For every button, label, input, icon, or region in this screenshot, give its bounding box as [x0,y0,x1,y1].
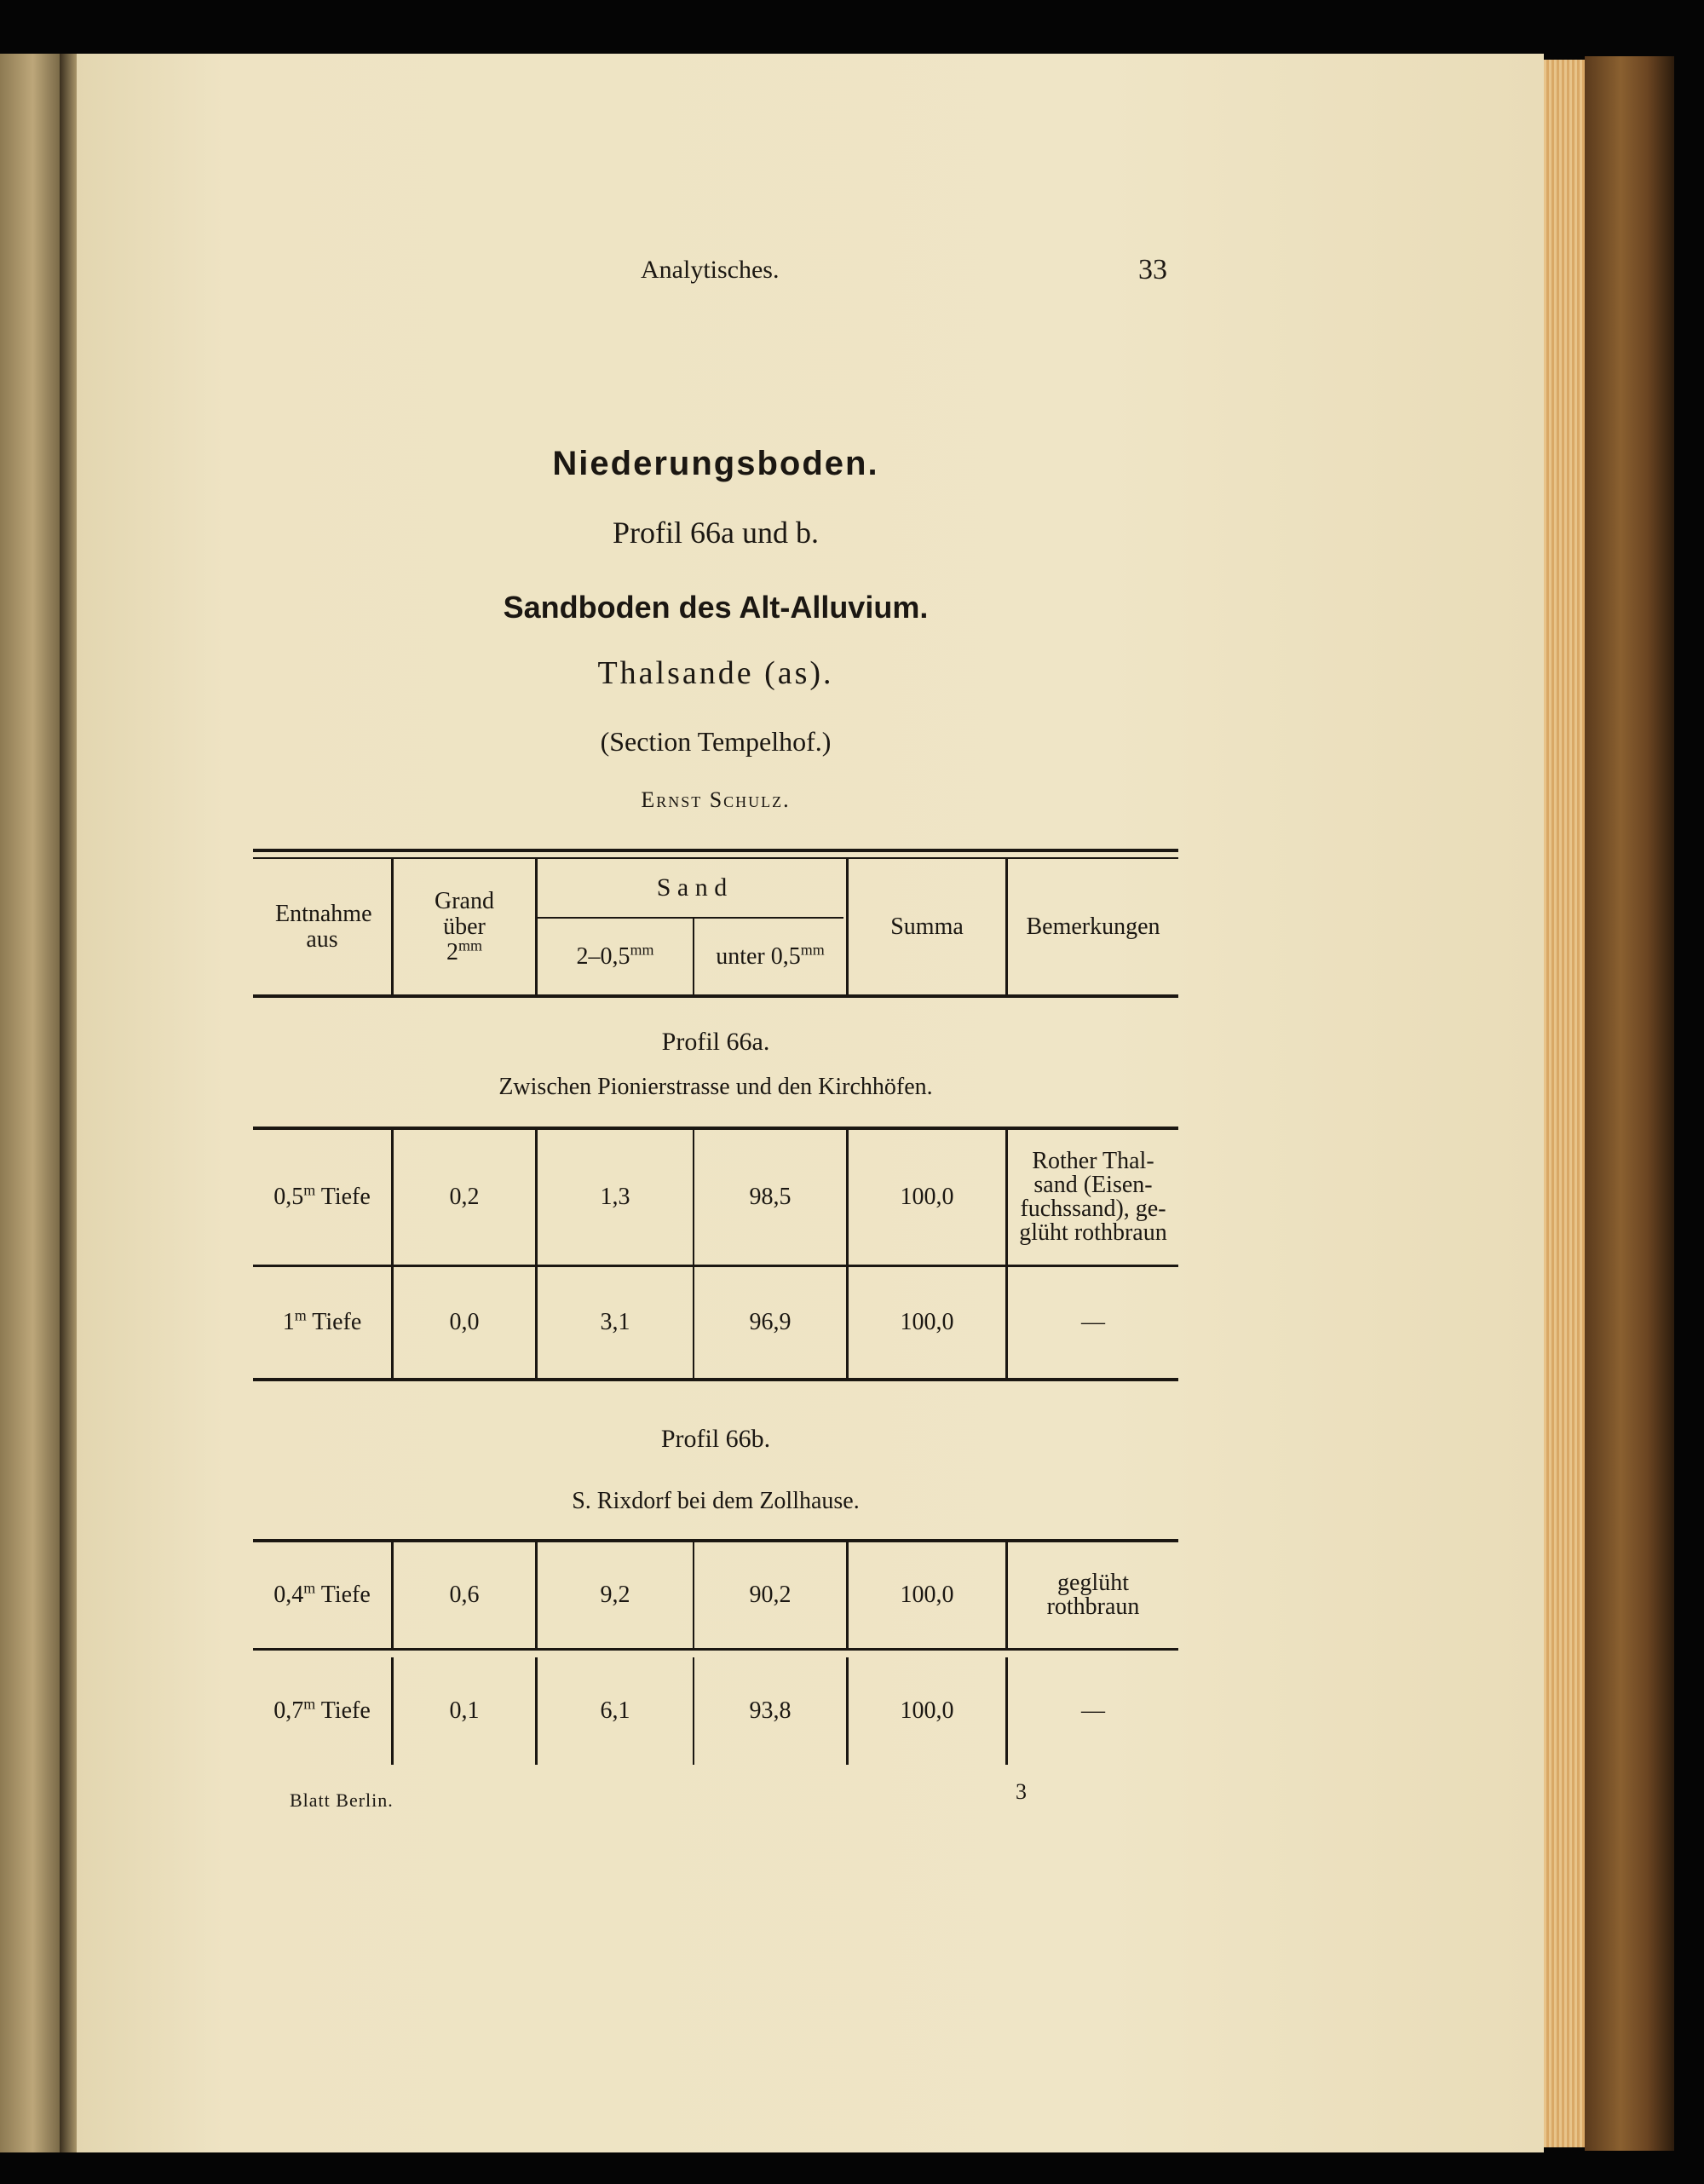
cell-sand-coarse: 9,2 [600,1582,630,1608]
cell-sand-coarse: 3,1 [600,1309,630,1335]
book-page [77,54,1544,2152]
body-vline [693,1657,694,1765]
table-top-rule [253,849,1178,852]
body-vline [535,1130,538,1378]
cell-grand: 0,0 [449,1309,480,1335]
sheet-name: Blatt Berlin. [290,1789,394,1811]
table-row-depth: 0,7$^m$ Tiefe [273,1695,371,1724]
col-header-grand: Grand über $2^{mm}$ [435,888,494,965]
running-title: Analytisches. [641,256,780,284]
table-row-depth: 0,5$^m$ Tiefe [273,1181,371,1210]
soil-type-title: Sandboden des Alt-Alluvium. [503,590,929,625]
body-vline [693,1542,694,1648]
subtitle: Thalsande (as). [597,655,834,691]
cell-sand-fine: 93,8 [749,1697,792,1724]
cell-summa: 100,0 [900,1184,954,1210]
cell-grand: 0,6 [449,1582,480,1608]
table-row-depth: 0,4$^m$ Tiefe [273,1579,371,1608]
cell-remark: geglüht rothbraun [1046,1570,1140,1620]
body-vline [391,1657,394,1765]
body-vline [693,1130,694,1378]
book-gutter [60,54,77,2152]
author: Ernst Schulz. [641,787,791,812]
cell-grand: 0,2 [449,1184,480,1210]
col-header-sand-coarse: $2-0,5^{mm}$ [576,941,654,970]
cell-sand-fine: 98,5 [749,1184,792,1210]
body-vline [391,1130,394,1378]
col-header-sand: S a n d [656,873,728,902]
group-title: Profil 66a. [661,1028,770,1056]
table-row-depth: 1$^m$ Tiefe [282,1306,362,1335]
body-vline [846,1130,849,1378]
body-vline [1005,1657,1008,1765]
left-page-edge [0,54,60,2152]
cell-sand-fine: 90,2 [749,1582,792,1608]
col-header-entnahme: Entnahme aus [275,901,372,953]
cell-sand-coarse: 6,1 [600,1697,630,1724]
group-location: S. Rixdorf bei dem Zollhause. [572,1488,860,1514]
cell-summa: 100,0 [900,1697,954,1724]
page-edges [1544,60,1585,2147]
body-vline [535,1657,538,1765]
book-cover [1585,56,1674,2151]
col-header-sand-fine: unter $0,5^{mm}$ [716,941,825,970]
section-name: (Section Tempelhof.) [600,726,832,757]
body-vline [535,1542,538,1648]
cell-grand: 0,1 [449,1697,480,1724]
group-title: Profil 66b. [660,1425,771,1453]
body-vline [846,1542,849,1648]
body-vline [1005,1130,1008,1378]
cell-sand-fine: 96,9 [749,1309,792,1335]
cell-sand-coarse: 1,3 [600,1184,630,1210]
body-vline [846,1657,849,1765]
main-title: Niederungsboden. [552,445,879,482]
col-header-summa: Summa [890,913,964,940]
signature-mark: 3 [1016,1779,1027,1804]
cell-remark: — [1081,1309,1105,1335]
page-number: 33 [1138,254,1167,285]
cell-summa: 100,0 [900,1309,954,1335]
cell-remark: — [1081,1697,1105,1724]
group-end-rule [253,1378,1178,1381]
body-vline [1005,1542,1008,1648]
cell-summa: 100,0 [900,1582,954,1608]
profile-title: Profil 66a und b. [613,516,819,550]
cell-remark: Rother Thal- sand (Eisen- fuchssand), ge- glüht rothbraun [1019,1148,1167,1246]
row-rule [253,1648,1178,1651]
group-location: Zwischen Pionierstrasse und den Kirchhöfen. [498,1074,933,1100]
col-header-bemerkungen: Bemerkungen [1026,913,1160,940]
body-vline [391,1542,394,1648]
